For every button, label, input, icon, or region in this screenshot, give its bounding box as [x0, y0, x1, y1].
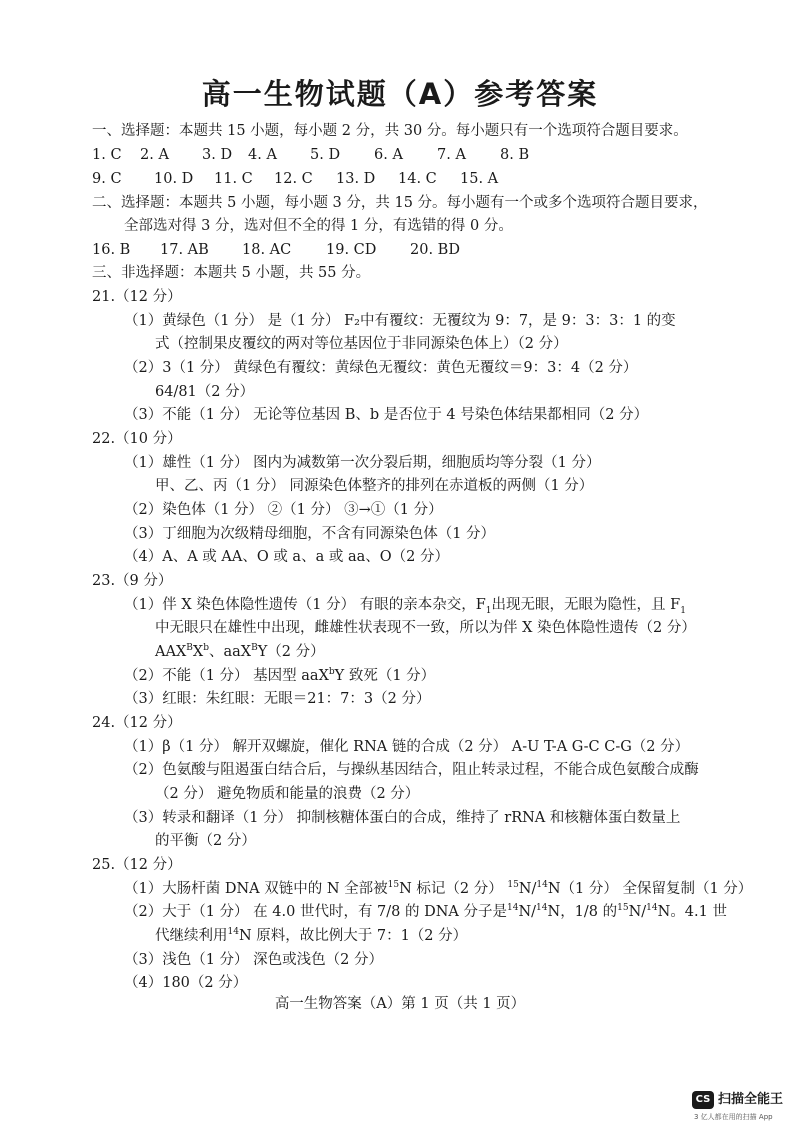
section1-row2 [92, 169, 498, 189]
text-run: Y（2 分） [257, 644, 325, 660]
watermark-title: 扫描全能王 [718, 1092, 784, 1107]
text-run: N。4.1 世 [657, 904, 727, 920]
subscript: 1 [485, 605, 492, 616]
q25-line: （4）180（2 分） [124, 975, 248, 991]
answer-item: 19. CD [326, 242, 377, 258]
camscanner-watermark [692, 1090, 798, 1126]
answer-item: 18. AC [242, 242, 292, 258]
q23-line [155, 642, 325, 662]
q25-line [155, 926, 467, 946]
q24-line: （2 分） 避免物质和能量的浪费（2 分） [155, 786, 420, 802]
section2-header-line1: 二、选择题：本题共 5 小题，每小题 3 分，共 15 分。每小题有一个或多个选项符合题目要求， [92, 195, 708, 211]
q24-line: （3）转录和翻译（1 分） 抑制核糖体蛋白的合成，维持了 rRNA 和核糖体蛋白数量上 [124, 810, 681, 826]
text-run: N 标记（2 分） [399, 881, 503, 897]
superscript: b [203, 643, 209, 654]
section3-header: 三、非选择题：本题共 5 小题，共 55 分。 [92, 265, 371, 281]
q21-line: （2）3（1 分） 黄绿色有覆纹：黄绿色无覆纹：黄色无覆纹＝9：3：4（2 分） [124, 360, 638, 376]
q25-heading: 25.（12 分） [92, 857, 182, 873]
answer-item: 17. AB [160, 242, 209, 258]
answer-item: 13. D [336, 171, 376, 187]
superscript: 15 [387, 880, 400, 891]
superscript: 14 [507, 903, 519, 914]
answer-item: 14. C [398, 171, 437, 187]
answer-item: 8. B [500, 147, 530, 163]
page-title: 高一生物试题（A）参考答案 [201, 77, 599, 111]
text-run: （1）伴 X 染色体隐性遗传（1 分） 有眼的亲本杂交，F [124, 597, 486, 613]
q21-line: （3）不能（1 分） 无论等位基因 B、b 是否位于 4 号染色体结果都相同（2 分） [124, 407, 649, 423]
q24-line: 的平衡（2 分） [155, 833, 256, 849]
answer-item: 10. D [154, 171, 194, 187]
q25-line: （3）浅色（1 分） 深色或浅色（2 分） [124, 952, 384, 968]
text-run: （2）大于（1 分） 在 4.0 世代时，有 7/8 的 DNA 分子是 [124, 904, 508, 920]
answer-item: 16. B [92, 242, 131, 258]
page-footer: 高一生物答案（A）第 1 页（共 1 页） [274, 996, 526, 1012]
answer-item: 11. C [214, 171, 253, 187]
q22-line: 甲、乙、丙（1 分） 同源染色体整齐的排列在赤道板的两侧（1 分） [155, 478, 594, 494]
q22-line: （2）染色体（1 分） ②（1 分） ③→①（1 分） [124, 502, 443, 518]
q24-line: （2）色氨酸与阻遏蛋白结合后，与操纵基因结合，阻止转录过程，不能合成色氨酸合成酶 [124, 762, 699, 778]
section1-header: 一、选择题：本题共 15 小题，每小题 2 分，共 30 分。每小题只有一个选项符合题目要求。 [92, 123, 688, 139]
superscript: 15 [507, 880, 519, 891]
watermark-subtitle: 3 亿人都在用的扫描 App [694, 1113, 773, 1121]
superscript: B [186, 643, 193, 654]
q23-line [124, 595, 686, 615]
section1-row1 [92, 145, 529, 165]
superscript: 14 [646, 903, 658, 914]
text-run: （2）不能（1 分） 基因型 aaX [124, 668, 329, 684]
text-run: N，1/8 的 [547, 904, 618, 920]
text-run: （1）大肠杆菌 DNA 双链中的 N 全部被 [124, 881, 388, 897]
q21-line: 64/81（2 分） [155, 384, 255, 400]
text-run: N 原料，故比例大于 7：1（2 分） [238, 928, 468, 944]
q23-line [124, 666, 435, 686]
text-run: N/ [518, 904, 537, 920]
section2-answers [92, 240, 460, 260]
text-run: N（1 分） 全保留复制（1 分） [547, 881, 753, 897]
q21-heading: 21.（12 分） [92, 289, 182, 305]
text-run: N/ [628, 904, 647, 920]
text-run: 出现无眼，无眼为隐性，且 F [491, 597, 681, 613]
q23-heading: 23.（9 分） [92, 573, 173, 589]
answer-item: 4. A [248, 147, 277, 163]
q24-line: （1）β（1 分） 解开双螺旋，催化 RNA 链的合成（2 分） A-U T-A G-C C-G（2 分） [124, 739, 690, 755]
superscript: 15 [617, 903, 629, 914]
q25-line [124, 879, 752, 899]
superscript: 14 [536, 880, 548, 891]
answer-item: 6. A [374, 147, 403, 163]
answer-item: 20. BD [410, 242, 460, 258]
answer-item: 15. A [460, 171, 499, 187]
text-run: AAX [155, 644, 187, 660]
answer-item: 1. C [92, 147, 122, 163]
answer-item: 2. A [140, 147, 169, 163]
q24-heading: 24.（12 分） [92, 715, 182, 731]
subscript: 1 [680, 605, 686, 616]
answer-item: 5. D [310, 147, 341, 163]
text-run: 、aaX [208, 644, 252, 660]
answer-item: 9. C [92, 171, 122, 187]
q21-line: （1）黄绿色（1 分） 是（1 分） F₂中有覆纹：无覆纹为 9：7，是 9：3：3：1 的变 [124, 313, 676, 329]
answer-item: 12. C [274, 171, 313, 187]
text-run: 代继续利用 [155, 928, 228, 944]
text-run: N/ [518, 881, 537, 897]
answer-item: 7. A [437, 147, 466, 163]
superscript: 14 [536, 903, 548, 914]
superscript: 14 [227, 927, 239, 938]
section2-header-line2: 全部选对得 3 分，选对但不全的得 1 分，有选错的得 0 分。 [124, 218, 513, 234]
answer-item: 3. D [202, 147, 233, 163]
q21-line: 式（控制果皮覆纹的两对等位基因位于非同源染色体上）（2 分） [155, 336, 568, 352]
q22-heading: 22.（10 分） [92, 431, 182, 447]
camscanner-logo-icon: CS [692, 1091, 714, 1109]
superscript: b [328, 667, 335, 678]
text-run: Y 致死（1 分） [334, 668, 436, 684]
q22-line: （4）A、A 或 AA、O 或 a、a 或 aa、O（2 分） [124, 549, 449, 565]
q22-line: （3）丁细胞为次级精母细胞，不含有同源染色体（1 分） [124, 526, 496, 542]
q23-line: （3）红眼：朱红眼：无眼＝21：7：3（2 分） [124, 691, 431, 707]
q22-line: （1）雄性（1 分） 图内为减数第一次分裂后期，细胞质均等分裂（1 分） [124, 455, 601, 471]
text-run: X [192, 644, 204, 660]
q23-line: 中无眼只在雄性中出现，雌雄性状表现不一致，所以为伴 X 染色体隐性遗传（2 分） [155, 620, 696, 636]
superscript: B [251, 643, 258, 654]
q25-line [124, 902, 727, 922]
